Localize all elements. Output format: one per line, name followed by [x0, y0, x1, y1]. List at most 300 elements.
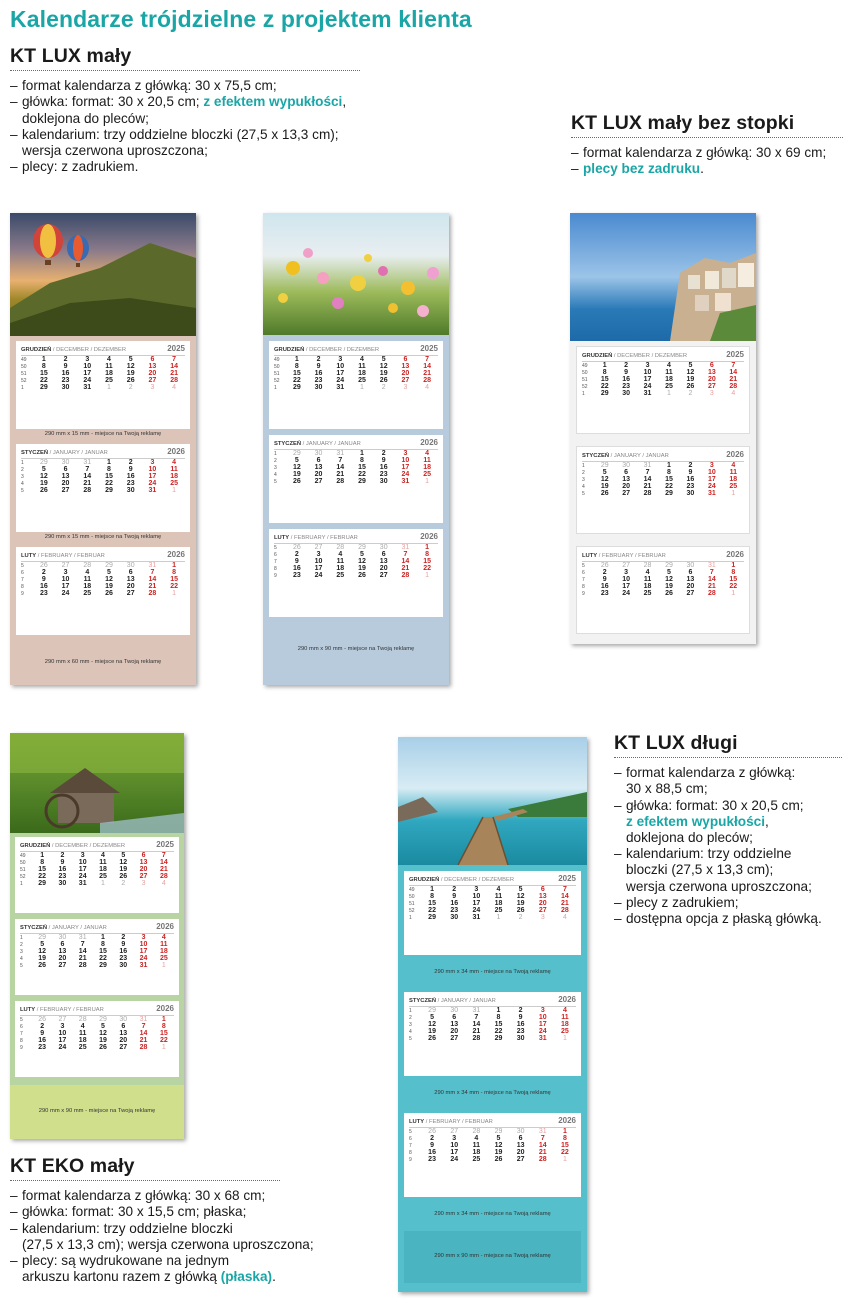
week-row — [582, 483, 744, 490]
day-cell: 23 — [58, 873, 67, 880]
day-cell: 3 — [85, 356, 90, 363]
day-cell: 30 — [516, 1128, 525, 1135]
day-cell: 22 — [729, 583, 738, 590]
week-row — [20, 934, 174, 941]
day-cell: 13 — [450, 1021, 459, 1028]
week-row — [582, 490, 744, 497]
day-cell: 14 — [561, 893, 569, 900]
day-cell: 28 — [78, 962, 87, 969]
day-cell: 1 — [667, 390, 671, 397]
day-cell: 13 — [401, 363, 410, 370]
day-cell: 24 — [58, 1044, 67, 1051]
day-cell: 1 — [172, 590, 177, 597]
month-subtitle: / JANUARY / JANUAR — [436, 998, 496, 1004]
day-cell: 10 — [139, 941, 148, 948]
month-header — [582, 450, 744, 459]
day-cell: 27 — [707, 383, 716, 390]
week-row — [582, 369, 744, 376]
month-name: LUTY / FEBRUARY / FEBRUAR — [582, 553, 666, 559]
day-cell: 11 — [729, 469, 737, 476]
day-cell: 7 — [172, 356, 177, 363]
day-cell: 26 — [428, 1035, 436, 1042]
day-cell: 3 — [150, 384, 155, 391]
day-cell: 16 — [516, 1021, 525, 1028]
week-number: 5 — [409, 1129, 412, 1135]
day-cell: 7 — [474, 1014, 479, 1021]
week-number: 6 — [409, 1136, 412, 1142]
day-cell: 3 — [150, 459, 155, 466]
week-row — [20, 1023, 174, 1030]
dotted-divider — [571, 137, 843, 138]
week-number: 1 — [21, 385, 24, 391]
day-cell: 28 — [401, 572, 410, 579]
day-cell: 3 — [338, 356, 343, 363]
month-name: STYCZEŃ / JANUARY / JANUAR — [21, 450, 108, 456]
month-name: LUTY / FEBRUARY / FEBRUAR — [274, 535, 358, 541]
day-cell: 20 — [61, 480, 70, 487]
week-number: 50 — [21, 364, 27, 370]
pier-photo — [398, 737, 587, 865]
week-row — [21, 562, 185, 569]
day-cell: 7 — [80, 941, 85, 948]
day-cell: 30 — [379, 544, 388, 551]
day-cell: 25 — [358, 377, 366, 384]
week-number: 50 — [409, 894, 415, 900]
ad-strip: 290 mm x 34 mm - miejsce na Twoją reklamę — [434, 969, 551, 975]
day-cell: 4 — [107, 356, 111, 363]
month-name: LUTY / FEBRUARY / FEBRUAR — [20, 1007, 104, 1013]
day-cell: 9 — [452, 893, 457, 900]
day-cell: 16 — [450, 900, 459, 907]
product-title: KT LUX mały — [10, 45, 132, 67]
day-cell: 13 — [314, 464, 323, 471]
day-cell: 13 — [707, 369, 716, 376]
day-cell: 25 — [665, 383, 673, 390]
day-cell: 9 — [121, 941, 126, 948]
day-cell: 26 — [39, 487, 48, 494]
day-cell: 6 — [60, 941, 65, 948]
week-number: 9 — [274, 573, 277, 579]
week-row — [582, 476, 744, 483]
day-cell: 30 — [58, 880, 67, 887]
week-row — [582, 469, 744, 476]
day-cell: 23 — [39, 590, 48, 597]
day-cell: 24 — [314, 572, 323, 579]
day-cell: 11 — [170, 466, 178, 473]
week-number: 1 — [20, 935, 23, 941]
day-cell: 2 — [40, 1023, 45, 1030]
day-cell: 10 — [58, 1030, 67, 1037]
week-number: 5 — [409, 1036, 412, 1042]
week-row — [582, 583, 744, 590]
day-cell: 2 — [688, 462, 693, 469]
day-cell: 14 — [159, 859, 168, 866]
week-number: 1 — [409, 915, 412, 921]
day-cell: 15 — [600, 376, 609, 383]
day-cell: 5 — [128, 356, 133, 363]
week-row — [21, 583, 185, 590]
day-cell: 2 — [63, 356, 68, 363]
week-number: 49 — [582, 363, 588, 369]
week-row — [409, 1014, 576, 1021]
day-cell: 17 — [622, 583, 631, 590]
day-cell: 20 — [148, 370, 157, 377]
week-row — [274, 384, 438, 391]
day-cell: 7 — [562, 886, 567, 893]
day-cell: 19 — [119, 866, 128, 873]
week-row — [409, 1156, 576, 1163]
day-cell: 7 — [731, 362, 736, 369]
day-cell: 9 — [381, 457, 386, 464]
day-cell: 28 — [472, 1035, 481, 1042]
day-cell: 2 — [430, 1135, 435, 1142]
week-row — [274, 471, 438, 478]
day-cell: 21 — [729, 376, 738, 383]
spec-item: – dostępna opcja z płaską główką. — [614, 911, 842, 927]
week-number: 7 — [21, 577, 24, 583]
week-number: 52 — [21, 378, 27, 384]
day-cell: 27 — [538, 907, 547, 914]
day-cell: 8 — [425, 551, 430, 558]
day-cell: 26 — [600, 490, 609, 497]
day-cell: 22 — [561, 1149, 569, 1156]
day-cell: 20 — [119, 1037, 128, 1044]
week-number: 4 — [582, 484, 585, 490]
day-cell: 13 — [119, 1030, 128, 1037]
day-cell: 29 — [105, 487, 113, 494]
day-cell: 6 — [381, 551, 386, 558]
week-number: 51 — [20, 867, 26, 873]
day-cell: 16 — [292, 565, 301, 572]
week-row — [21, 356, 185, 363]
day-cell: 27 — [314, 478, 323, 485]
day-cell: 17 — [401, 464, 410, 471]
day-cell: 21 — [401, 565, 410, 572]
week-row — [20, 880, 174, 887]
month-name: GRUDZIEŃ / DECEMBER / DEZEMBER — [21, 347, 127, 353]
day-cell: 9 — [63, 363, 68, 370]
day-cell: 24 — [622, 590, 631, 597]
day-cell: 31 — [139, 1016, 148, 1023]
day-cell: 29 — [39, 459, 48, 466]
day-cell: 26 — [39, 562, 48, 569]
day-cell: 22 — [105, 480, 113, 487]
day-cell: 9 — [602, 576, 607, 583]
day-cell: 26 — [494, 1156, 503, 1163]
day-cell: 31 — [538, 1035, 547, 1042]
week-row — [21, 384, 185, 391]
week-number: 3 — [20, 949, 23, 955]
week-row — [21, 459, 185, 466]
week-number: 2 — [409, 1015, 412, 1021]
day-cell: 6 — [150, 356, 155, 363]
month-subtitle: / JANUARY / JANUAR — [48, 450, 108, 456]
day-cell: 26 — [379, 377, 388, 384]
month-name: STYCZEŃ / JANUARY / JANUAR — [582, 453, 669, 459]
year-label: 2026 — [156, 922, 174, 931]
day-cell: 25 — [159, 955, 168, 962]
day-cell: 22 — [494, 1028, 503, 1035]
week-number: 2 — [582, 470, 585, 476]
day-cell: 29 — [292, 450, 301, 457]
day-cell: 25 — [99, 873, 107, 880]
day-cell: 16 — [379, 464, 388, 471]
calendar-mockup-bez-stopki — [570, 213, 756, 644]
day-cell: 31 — [148, 487, 157, 494]
ad-strip: 290 mm x 90 mm - miejsce na Twoją reklamę — [297, 646, 415, 652]
day-cell: 29 — [494, 1035, 503, 1042]
day-cell: 24 — [707, 483, 716, 490]
month-block-jan — [15, 919, 179, 995]
week-row — [274, 558, 438, 565]
month-name: GRUDZIEŃ / DECEMBER / DEZEMBER — [582, 353, 688, 359]
day-cell: 1 — [425, 478, 430, 485]
day-cell: 17 — [58, 1037, 67, 1044]
day-cell: 14 — [148, 576, 157, 583]
week-row — [409, 1021, 576, 1028]
day-cell: 4 — [731, 462, 736, 469]
day-cell: 29 — [99, 1016, 107, 1023]
day-cell: 7 — [161, 852, 166, 859]
day-cell: 4 — [161, 880, 166, 887]
day-cell: 1 — [161, 1044, 166, 1051]
day-cell: 1 — [562, 1128, 567, 1135]
day-cell: 9 — [60, 859, 65, 866]
day-cell: 15 — [292, 370, 301, 377]
day-cell: 30 — [516, 1035, 525, 1042]
day-cell: 27 — [58, 1016, 67, 1023]
week-row — [274, 544, 438, 551]
week-number: 49 — [21, 357, 27, 363]
week-number: 50 — [20, 860, 26, 866]
day-cell: 31 — [472, 1007, 481, 1014]
week-number: 2 — [20, 942, 23, 948]
wooden-pier-icon — [398, 737, 587, 865]
week-number: 2 — [274, 458, 277, 464]
week-number: 1 — [21, 460, 24, 466]
week-row — [274, 377, 438, 384]
day-cell: 27 — [61, 562, 70, 569]
day-cell: 22 — [170, 583, 179, 590]
product-eko-maly — [10, 1155, 345, 1285]
day-cell: 27 — [450, 1128, 459, 1135]
day-cell: 10 — [450, 1142, 459, 1149]
day-cell: 4 — [496, 886, 501, 893]
day-cell: 14 — [170, 363, 179, 370]
week-number: 9 — [409, 1157, 412, 1163]
day-cell: 15 — [39, 370, 48, 377]
week-number: 5 — [274, 479, 277, 485]
day-cell: 19 — [38, 955, 47, 962]
month-header — [274, 438, 438, 447]
week-number: 4 — [409, 1029, 412, 1035]
day-cell: 7 — [425, 356, 430, 363]
day-cell: 10 — [83, 363, 92, 370]
day-cell: 19 — [292, 471, 301, 478]
week-number: 8 — [582, 584, 585, 590]
day-cell: 16 — [600, 583, 609, 590]
day-cell: 11 — [79, 1030, 87, 1037]
day-cell: 19 — [494, 1149, 503, 1156]
day-cell: 15 — [494, 1021, 503, 1028]
day-cell: 13 — [139, 859, 148, 866]
day-cell: 4 — [645, 569, 650, 576]
day-cell: 17 — [314, 565, 323, 572]
month-block-feb — [404, 1113, 581, 1197]
day-cell: 18 — [336, 565, 345, 572]
day-cell: 5 — [602, 469, 607, 476]
week-row — [274, 363, 438, 370]
day-cell: 29 — [358, 478, 366, 485]
day-cell: 23 — [600, 590, 609, 597]
day-cell: 4 — [425, 450, 430, 457]
day-cell: 25 — [170, 480, 179, 487]
day-cell: 17 — [61, 583, 70, 590]
day-cell: 9 — [128, 466, 133, 473]
day-cell: 18 — [494, 900, 503, 907]
day-cell: 31 — [78, 880, 87, 887]
week-number: 6 — [20, 1024, 23, 1030]
day-cell: 8 — [161, 1023, 166, 1030]
day-cell: 27 — [686, 590, 695, 597]
week-number: 49 — [20, 853, 26, 859]
spec-item: – plecy: są wydrukowane na jednym arkuszu kartonu razem z główką (płaska). — [10, 1253, 345, 1285]
day-cell: 14 — [78, 948, 87, 955]
month-header — [582, 350, 744, 359]
week-row — [274, 464, 438, 471]
month-block-dec — [404, 871, 581, 955]
day-cell: 4 — [731, 390, 736, 397]
spec-item: – format kalendarza z główką: 30 x 69 cm; — [571, 145, 843, 161]
day-cell: 8 — [101, 941, 105, 948]
day-cell: 12 — [126, 363, 135, 370]
day-cell: 28 — [83, 487, 92, 494]
day-cell: 27 — [401, 377, 410, 384]
day-cell: 17 — [78, 866, 87, 873]
day-cell: 19 — [126, 370, 135, 377]
day-cell: 31 — [643, 390, 652, 397]
page-title: Kalendarze trójdzielne z projektem klienta — [10, 6, 472, 32]
watermill-icon — [10, 733, 184, 833]
day-cell: 15 — [170, 576, 179, 583]
day-cell: 1 — [731, 590, 736, 597]
week-row — [21, 370, 185, 377]
day-cell: 12 — [686, 369, 695, 376]
day-cell: 14 — [401, 558, 410, 565]
week-row — [274, 551, 438, 558]
day-cell: 3 — [645, 362, 650, 369]
year-label: 2025 — [167, 344, 185, 353]
day-cell: 24 — [472, 907, 481, 914]
day-cell: 10 — [401, 457, 410, 464]
day-cell: 21 — [472, 1028, 481, 1035]
week-number: 1 — [20, 881, 23, 887]
day-cell: 4 — [85, 569, 90, 576]
month-header — [274, 532, 438, 541]
spec-item: – format kalendarza z główką: 30 x 75,5 cm; — [10, 78, 360, 94]
day-cell: 26 — [38, 1016, 47, 1023]
day-cell: 13 — [516, 1142, 525, 1149]
day-cell: 16 — [58, 866, 67, 873]
day-cell: 15 — [423, 558, 432, 565]
day-cell: 20 — [379, 565, 388, 572]
day-cell: 8 — [172, 569, 177, 576]
day-cell: 12 — [292, 464, 301, 471]
day-cell: 22 — [292, 377, 301, 384]
day-cell: 20 — [516, 1149, 525, 1156]
day-cell: 10 — [148, 466, 157, 473]
day-cell: 23 — [686, 483, 695, 490]
month-name: GRUDZIEŃ / DECEMBER / DEZEMBER — [20, 843, 126, 849]
day-cell: 11 — [665, 369, 673, 376]
day-cell: 22 — [665, 483, 673, 490]
week-row — [274, 457, 438, 464]
week-row — [21, 466, 185, 473]
day-cell: 18 — [561, 1021, 569, 1028]
day-cell: 3 — [540, 914, 545, 921]
week-number: 52 — [582, 384, 588, 390]
day-cell: 4 — [338, 551, 343, 558]
day-cell: 29 — [600, 462, 609, 469]
day-cell: 7 — [141, 1023, 146, 1030]
week-number: 3 — [21, 474, 24, 480]
day-cell: 22 — [600, 383, 609, 390]
ad-strip: 290 mm x 90 mm - miejsce na Twoją reklamę — [434, 1253, 551, 1259]
week-row — [409, 1128, 576, 1135]
day-cell: 31 — [83, 384, 92, 391]
day-cell: 18 — [105, 370, 113, 377]
day-cell: 30 — [58, 934, 67, 941]
day-cell: 4 — [101, 852, 105, 859]
day-cell: 21 — [643, 483, 652, 490]
day-cell: 11 — [160, 941, 168, 948]
product-title: KT EKO mały — [10, 1155, 135, 1177]
day-cell: 30 — [126, 487, 135, 494]
month-header — [20, 840, 174, 849]
day-cell: 1 — [41, 356, 46, 363]
week-row — [20, 1030, 174, 1037]
day-cell: 29 — [105, 562, 113, 569]
week-number: 9 — [20, 1045, 23, 1051]
calendar-mockup-eko-maly — [10, 733, 184, 1139]
week-row — [20, 859, 174, 866]
day-cell: 24 — [336, 377, 345, 384]
day-cell: 16 — [622, 376, 631, 383]
day-cell: 1 — [562, 1035, 567, 1042]
day-cell: 20 — [126, 583, 135, 590]
day-cell: 27 — [148, 377, 157, 384]
day-cell: 23 — [450, 907, 459, 914]
day-cell: 28 — [707, 590, 716, 597]
day-cell: 3 — [403, 384, 408, 391]
day-cell: 28 — [643, 562, 652, 569]
day-cell: 15 — [561, 1142, 569, 1149]
day-cell: 10 — [61, 576, 70, 583]
day-cell: 1 — [107, 459, 111, 466]
day-cell: 26 — [292, 478, 301, 485]
day-cell: 3 — [540, 1007, 545, 1014]
day-cell: 27 — [61, 487, 70, 494]
day-cell: 10 — [622, 576, 631, 583]
day-cell: 27 — [314, 544, 323, 551]
day-cell: 20 — [538, 900, 547, 907]
day-cell: 18 — [83, 583, 92, 590]
day-cell: 3 — [80, 852, 85, 859]
month-block-feb — [269, 529, 443, 617]
day-cell: 9 — [40, 1030, 45, 1037]
day-cell: 24 — [83, 377, 92, 384]
day-cell: 12 — [105, 576, 113, 583]
